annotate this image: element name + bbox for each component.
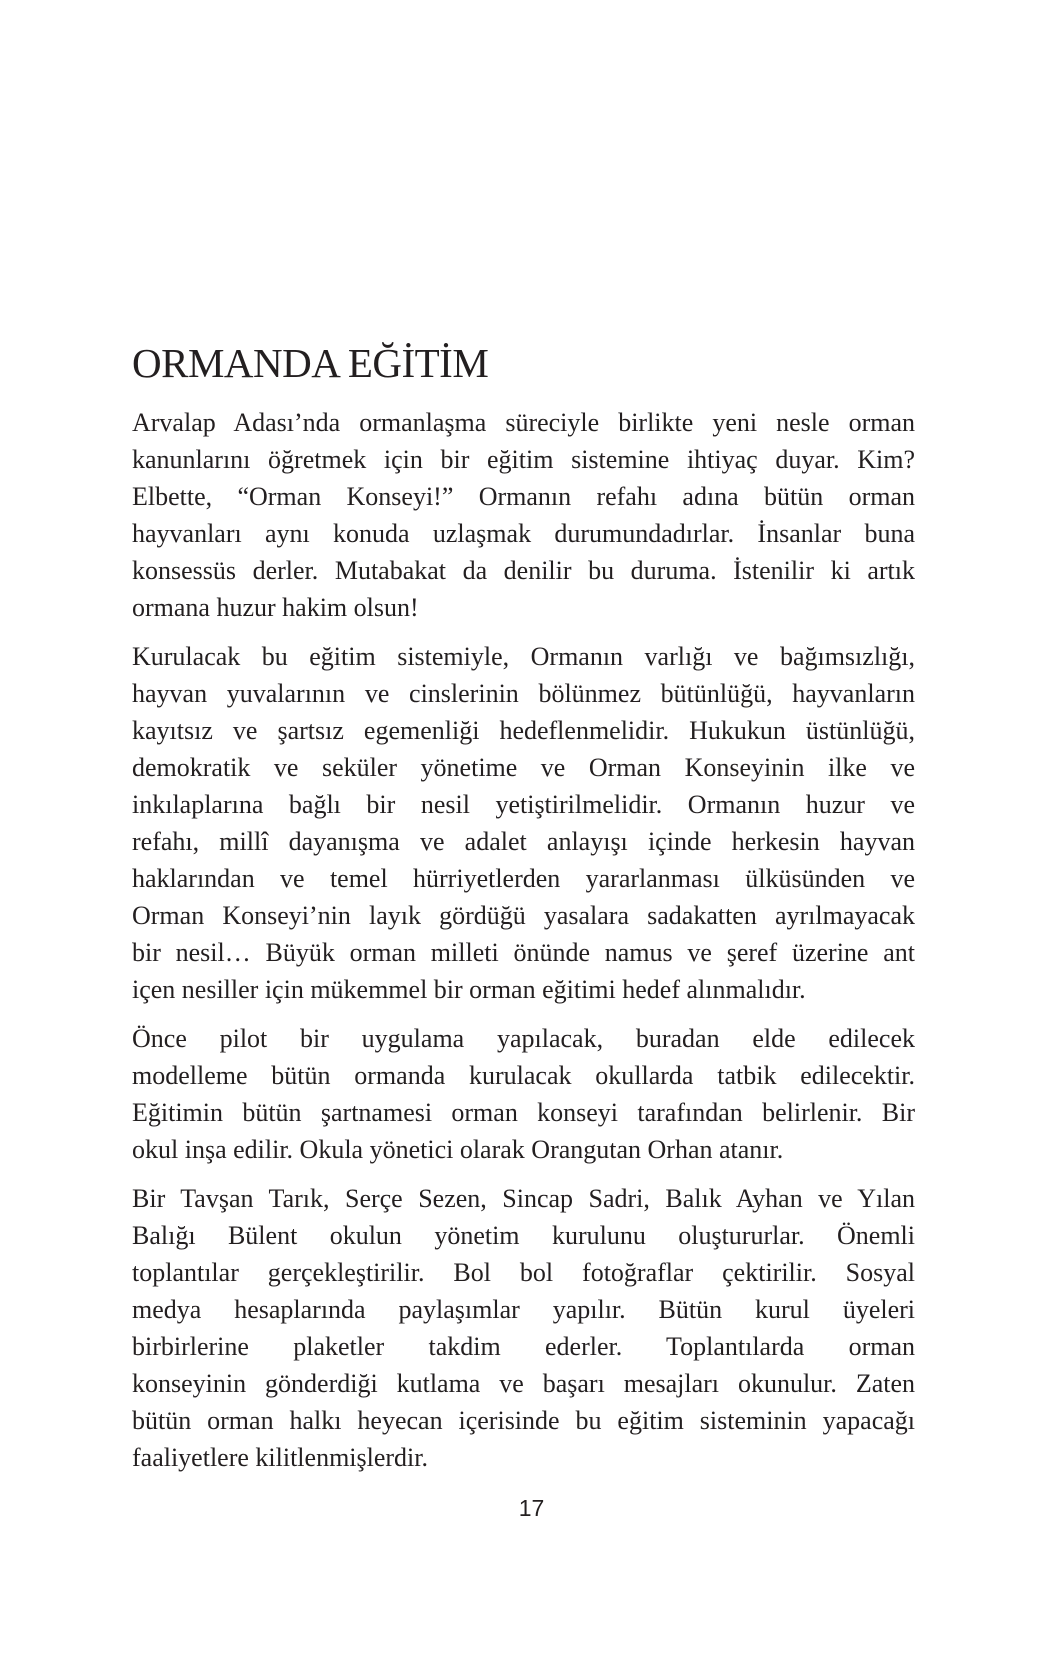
text-line: inkılaplarına bağlı bir nesil yetiştirilmelidir. Ormanın huzur ve	[132, 790, 915, 819]
paragraph-4	[132, 1180, 915, 1476]
page-number: 17	[518, 1495, 545, 1521]
text-line: refahı, millî dayanışma ve adalet anlayışı içinde herkesin hayvan	[132, 827, 915, 856]
paragraph-3	[132, 1020, 915, 1168]
text-line: Balığı Bülent okulun yönetim kurulunu oluştururlar. Önemli	[132, 1221, 915, 1250]
text-line: kanunlarını öğretmek için bir eğitim sistemine ihtiyaç duyar. Kim?	[132, 445, 915, 474]
text-line: demokratik ve seküler yönetime ve Orman Konseyinin ilke ve	[132, 753, 915, 782]
text-line: Eğitimin bütün şartnamesi orman konseyi tarafından belirlenir. Bir	[132, 1098, 915, 1127]
text-line: Bir Tavşan Tarık, Serçe Sezen, Sincap Sadri, Balık Ayhan ve Yılan	[132, 1184, 915, 1213]
text-line: ormana huzur hakim olsun!	[132, 593, 419, 622]
text-line: modelleme bütün ormanda kurulacak okullarda tatbik edilecektir.	[132, 1061, 915, 1090]
text-line: okul inşa edilir. Okula yönetici olarak Orangutan Orhan atanır.	[132, 1135, 784, 1164]
text-line: Önce pilot bir uygulama yapılacak, buradan elde edilecek	[132, 1024, 915, 1053]
text-line: bir nesil… Büyük orman milleti önünde namus ve şeref üzerine ant	[132, 938, 915, 967]
text-line: hayvanları aynı konuda uzlaşmak durumundadırlar. İnsanlar buna	[132, 519, 915, 548]
text-line: Arvalap Adası’nda ormanlaşma süreciyle birlikte yeni nesle orman	[132, 408, 915, 437]
text-line: içen nesiller için mükemmel bir orman eğitimi hedef alınmalıdır.	[132, 975, 806, 1004]
text-line: kayıtsız ve şartsız egemenliği hedeflenmelidir. Hukukun üstünlüğü,	[132, 716, 915, 745]
text-line: konseyinin gönderdiği kutlama ve başarı mesajları okunulur. Zaten	[132, 1369, 915, 1398]
text-line: medya hesaplarında paylaşımlar yapılır. Bütün kurul üyeleri	[132, 1295, 915, 1324]
chapter-title: ORMANDA EĞİTİM	[132, 340, 489, 386]
text-line: haklarından ve temel hürriyetlerden yararlanması ülküsünden ve	[132, 864, 915, 893]
text-line: hayvan yuvalarının ve cinslerinin bölünmez bütünlüğü, hayvanların	[132, 679, 915, 708]
text-line: toplantılar gerçekleştirilir. Bol bol fotoğraflar çektirilir. Sosyal	[132, 1258, 915, 1287]
chapter-body	[132, 404, 915, 1488]
paragraph-2	[132, 638, 915, 1008]
text-line: faaliyetlere kilitlenmişlerdir.	[132, 1443, 429, 1472]
text-line: Kurulacak bu eğitim sistemiyle, Ormanın varlığı ve bağımsızlığı,	[132, 642, 915, 671]
text-line: birbirlerine plaketler takdim ederler. Toplantılarda orman	[132, 1332, 915, 1361]
text-line: Orman Konseyi’nin layık gördüğü yasalara sadakatten ayrılmayacak	[132, 901, 915, 930]
text-line: bütün orman halkı heyecan içerisinde bu eğitim sisteminin yapacağı	[132, 1406, 915, 1435]
text-line: konsessüs derler. Mutabakat da denilir bu duruma. İstenilir ki artık	[132, 556, 915, 585]
text-line: Elbette, “Orman Konseyi!” Ormanın refahı adına bütün orman	[132, 482, 915, 511]
paragraph-1	[132, 404, 915, 626]
